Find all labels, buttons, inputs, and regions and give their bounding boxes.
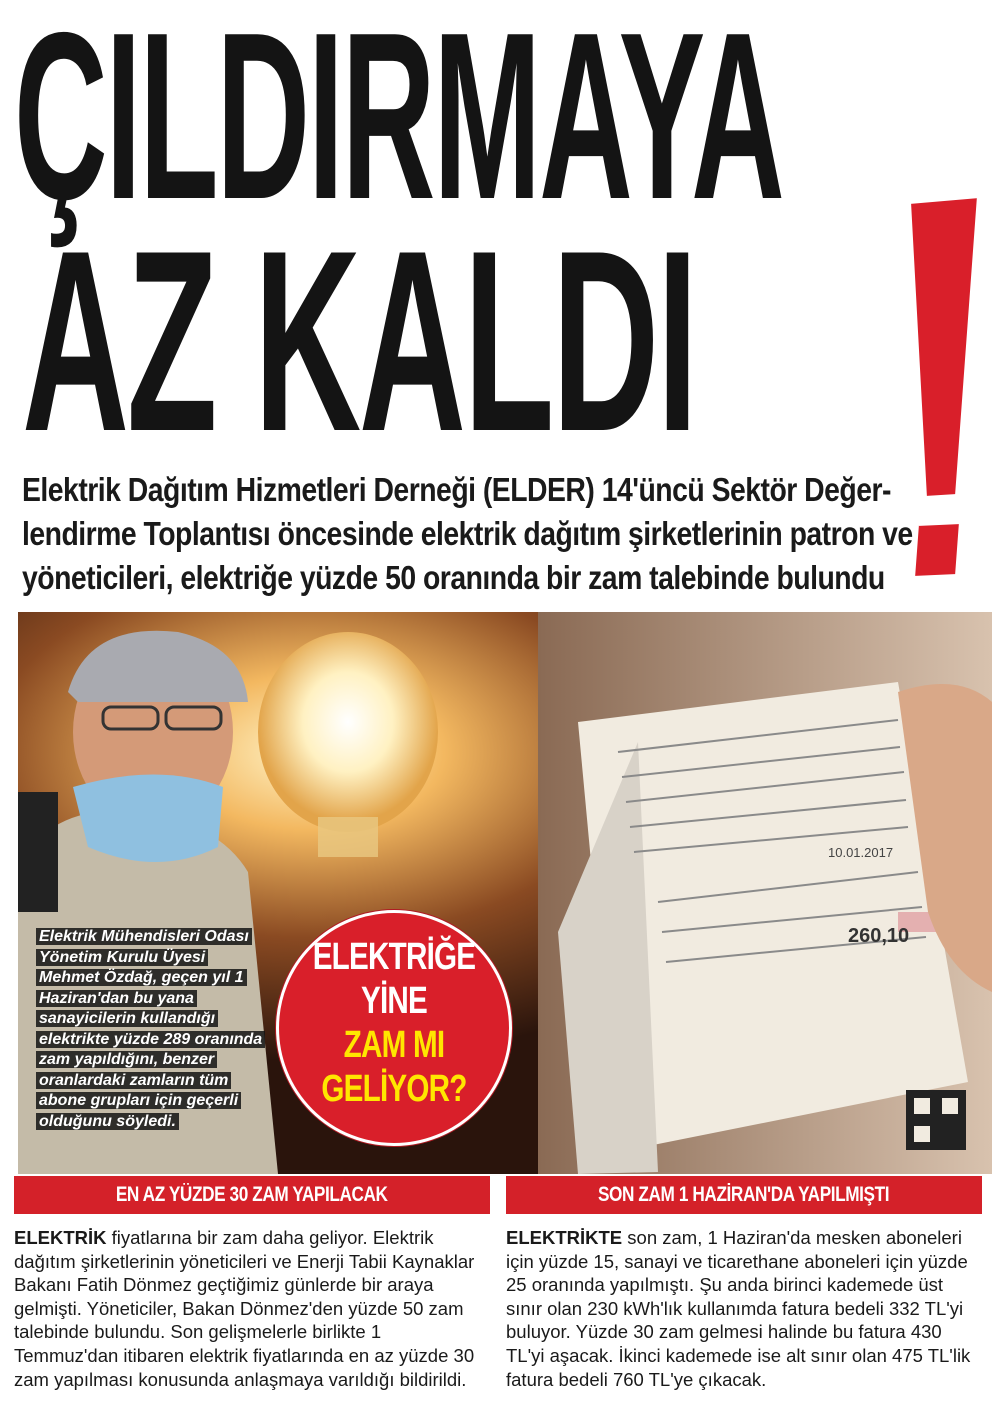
badge-line-1: ELEKTRİĞE (312, 936, 476, 978)
headline-line-1: ÇILDIRMAYA (14, 0, 783, 249)
caption-text: Elektrik Mühendisleri Odası Yönetim Kurulu Üyesi Mehmet Özdağ, geçen yıl 1 Haziran'dan bu yana sanayicilerin kullandığı elektrikte yüzde 289 oranında zam yapıldığını, benzer oranlardaki zamların tüm abone grupları için geçerli olduğunu söyledi. (36, 928, 265, 1130)
headline (0, 0, 992, 485)
right-article-body (506, 1226, 982, 1391)
exclamation-mark-graphic (895, 196, 981, 616)
right-article-section (506, 1176, 982, 1391)
badge-line-3: ZAM MI (343, 1024, 445, 1066)
left-article-text: fiyatlarına bir zam daha geliyor. Elektrik dağıtım şirketlerinin yöneticileri ve Enerji Tabii Kaynaklar Bakanı Fatih Dönmez geçtiğimiz günlerde bir araya gelmişti. Yöneticiler, Bakan Dönmez'den yüzde 50 zam talebinde bulundu. Son gelişmelerle birlikte 1 Temmuz'dan itibaren elektrik fiyatlarında en az yüzde 30 zam yapılması konusunda anlaşmaya varıldığı bildirildi. (14, 1227, 475, 1390)
bill-date: 10.01.2017 (828, 845, 894, 860)
light-bulb (258, 632, 438, 832)
badge-line-2: YİNE (360, 980, 428, 1022)
headline-line-2: AZ KALDI (22, 196, 696, 485)
left-section-title: EN AZ YÜZDE 30 ZAM YAPILACAK (116, 1183, 388, 1206)
left-article-lead: ELEKTRİK (14, 1227, 107, 1248)
photo-caption (36, 927, 264, 1132)
deck-subheadline (22, 468, 913, 600)
deck-line-3: yöneticileri, elektriğe yüzde 50 oranında bir zam talebinde bulundu (22, 559, 885, 596)
left-section-title-bar (14, 1176, 490, 1214)
bill-total: 260,10 (848, 925, 910, 947)
left-article-section (14, 1176, 490, 1391)
deck-line-2: lendirme Toplantısı öncesinde elektrik dağıtım şirketlerinin patron ve (22, 515, 913, 552)
question-badge (276, 910, 512, 1146)
badge-line-4: GELİYOR? (321, 1068, 467, 1110)
deck-line-1: Elektrik Dağıtım Hizmetleri Derneği (ELDER) 14'üncü Sektör Değer- (22, 471, 891, 508)
electricity-bill (558, 682, 968, 1174)
right-article-lead: ELEKTRİKTE (506, 1227, 623, 1248)
right-article-text: son zam, 1 Haziran'da mesken aboneleri için yüzde 15, sanayi ve ticarethane aboneleri için yüzde 25 oranında yapılmıştı. Şu anda birinci kademede üst sınır olan 230 kWh'lık kullanımda fatura bedeli 332 TL'yi buluyor. Yüzde 30 zam gelmesi halinde bu fatura 430 TL'yi aşacak. İkinci kademede ise alt sınır olan 475 TL'lik fatura bedeli 760 TL'ye çıkacak. (506, 1227, 971, 1390)
right-section-title: SON ZAM 1 HAZİRAN'DA YAPILMIŞTI (598, 1183, 890, 1206)
right-section-title-bar (506, 1176, 982, 1214)
left-article-body (14, 1226, 490, 1391)
